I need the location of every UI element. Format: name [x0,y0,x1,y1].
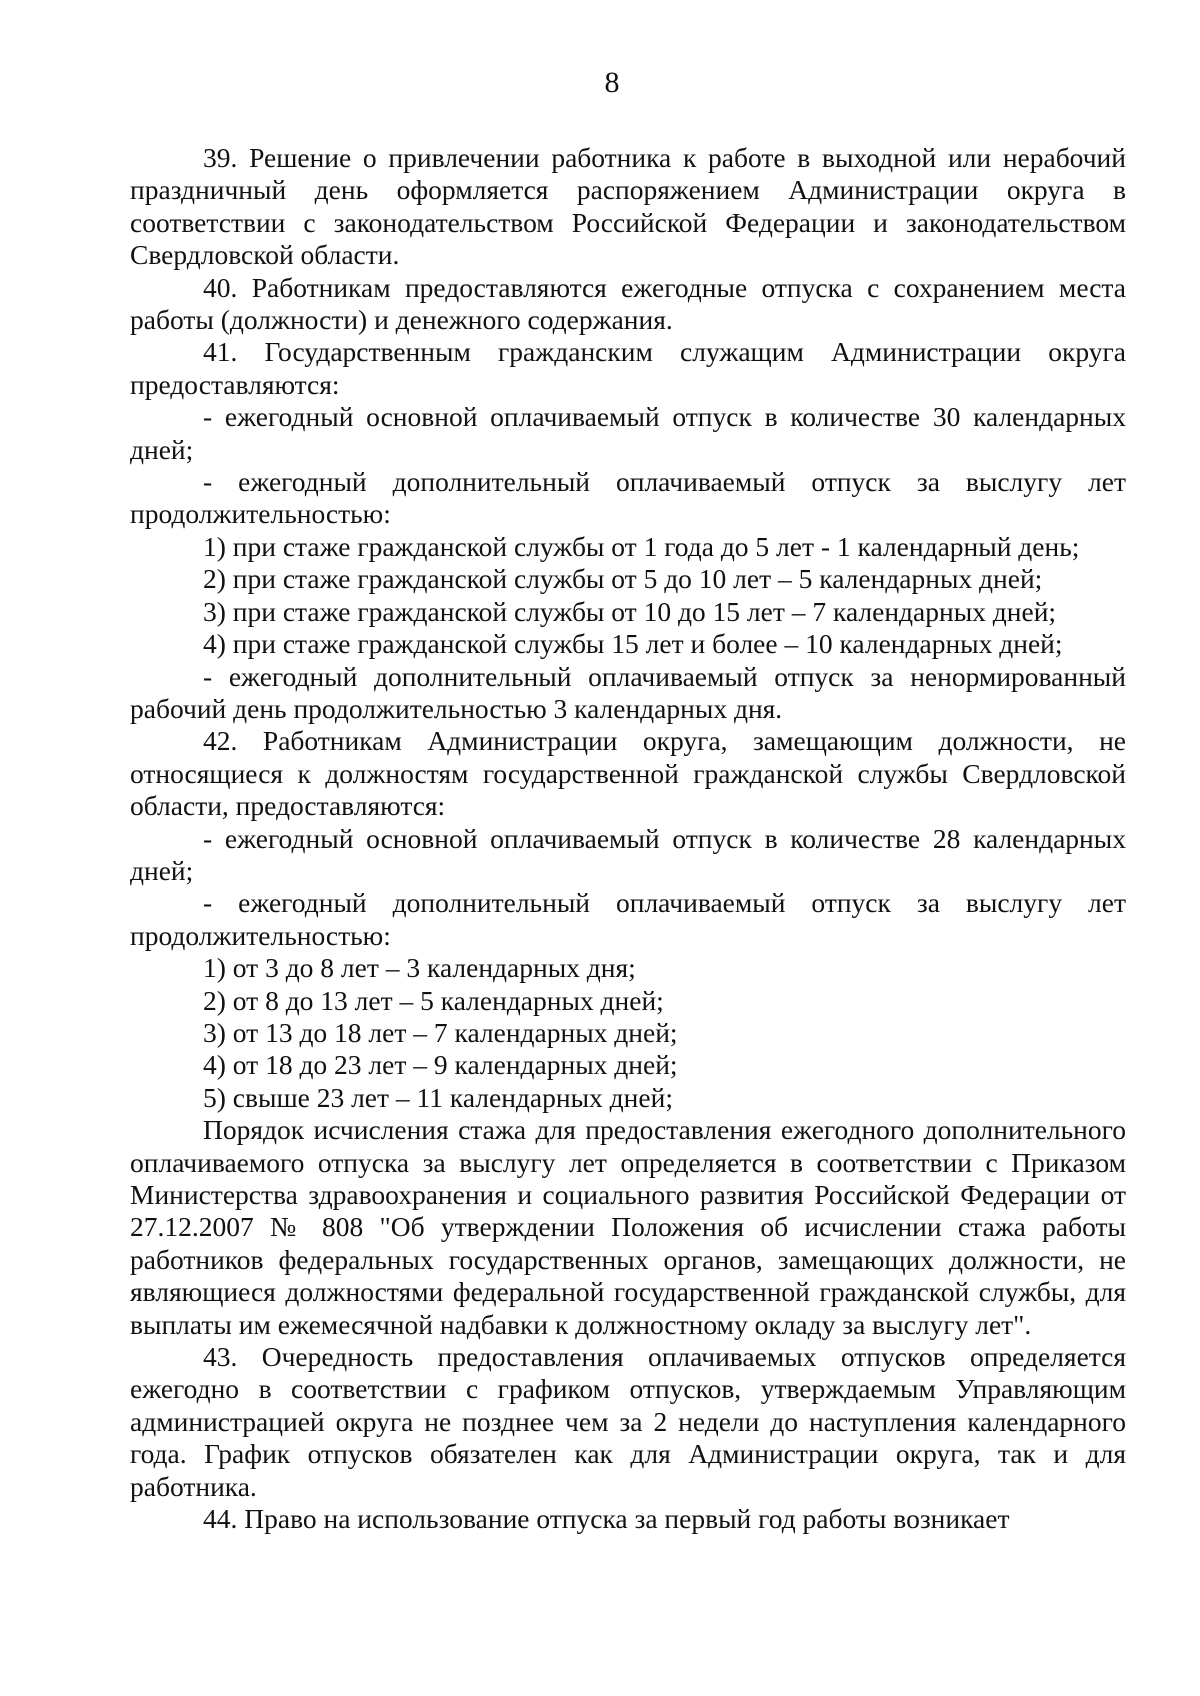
page-number: 8 [604,66,620,99]
list-item: 4) от 18 до 23 лет – 9 календарных дней; [203,1049,678,1081]
list-item: 1) от 3 до 8 лет – 3 календарных дня; [203,952,636,984]
paragraph-40: 40. Работникам предоставляются ежегодные отпуска с сохранением места работы (должности) и денежного содержания. [130,271,1126,336]
list-item: 2) при стаже гражданской службы от 5 до 10 лет – 5 календарных дней; [203,563,1043,595]
paragraph-seniority-procedure: Порядок исчисления стажа для предоставления ежегодного дополнительного оплачиваемого отпуска за выслугу лет определяется в соответствии с Приказом Министерства здравоохранения и социального развития Российской Федерации от 27.12.2007 № 808 "Об утверждении Положения об исчислении стажа работы работников федеральных государственных органов, замещающих должности, не являющиеся должностями федеральной государственной гражданской службы, для выплаты им ежемесячной надбавки к должностному окладу за выслугу лет". [130,1114,1126,1340]
list-item: - ежегодный дополнительный оплачиваемый отпуск за выслугу лет продолжительностью: [130,887,1126,951]
list-item: 1) при стаже гражданской службы от 1 года до 5 лет - 1 календарный день; [203,530,1080,562]
paragraph-43: 43. Очередность предоставления оплачиваемых отпусков определяется ежегодно в соответствии с графиком отпусков, утверждаемым Управляющим администрацией округа не позднее чем за 2 недели до наступления календарного года. График отпусков обязателен как для Администрации округа, так и для работника. [130,1341,1126,1502]
paragraph-42: 42. Работникам Администрации округа, замещающим должности, не относящиеся к должностям государственной гражданской службы Свердловской области, предоставляются: [130,725,1126,822]
list-item: - ежегодный дополнительный оплачиваемый отпуск за ненормированный рабочий день продолжительностью 3 календарных дня. [130,660,1126,724]
paragraph-39: 39. Решение о привлечении работника к работе в выходной или нерабочий праздничный день оформляется распоряжением Администрации округа в соответствии с законодательством Российской Федерации и законодательством Свердловской области. [130,142,1126,271]
list-item: 2) от 8 до 13 лет – 5 календарных дней; [203,984,664,1016]
list-item: 5) свыше 23 лет – 11 календарных дней; [203,1081,673,1113]
list-item: 3) от 13 до 18 лет – 7 календарных дней; [203,1016,678,1048]
list-item: - ежегодный дополнительный оплачиваемый отпуск за выслугу лет продолжительностью: [130,466,1126,530]
paragraph-41: 41. Государственным гражданским служащим Администрации округа предоставляются: [130,336,1126,400]
list-item: - ежегодный основной оплачиваемый отпуск в количестве 30 календарных дней; [130,401,1126,465]
document-body [130,142,1126,1535]
list-item: 4) при стаже гражданской службы 15 лет и более – 10 календарных дней; [203,628,1063,660]
list-item: - ежегодный основной оплачиваемый отпуск в количестве 28 календарных дней; [130,822,1126,886]
paragraph-44: 44. Право на использование отпуска за первый год работы возникает [203,1503,1010,1535]
list-item: 3) при стаже гражданской службы от 10 до 15 лет – 7 календарных дней; [203,595,1057,627]
